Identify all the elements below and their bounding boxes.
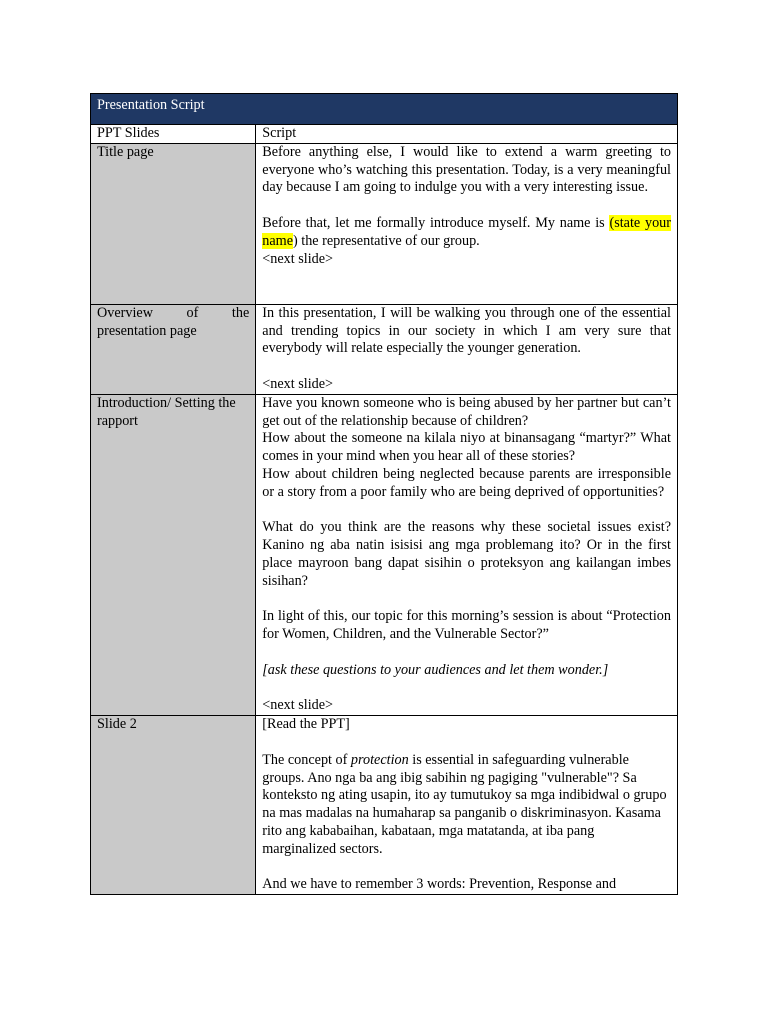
- table-row: [91, 304, 678, 394]
- table-row: [91, 143, 678, 304]
- table-row: [91, 716, 678, 895]
- column-header-row: [91, 125, 678, 144]
- presentation-script-table: [90, 93, 678, 895]
- script-paragraph: And we have to remember 3 words: Prevention, Response and: [262, 876, 617, 893]
- script-paragraph: In light of this, our topic for this morning’s session is about “Protection for Women, Children, and the Vulnerable Sector?”: [262, 608, 671, 643]
- table-title-row: [91, 94, 678, 125]
- script-text: ) the representative of our group.: [293, 232, 480, 249]
- slide-label-introduction: Introduction/ Setting the rapport: [91, 394, 256, 715]
- slide-label-title-page: Title page: [91, 143, 256, 304]
- script-paragraph: Before anything else, I would like to extend a warm greeting to everyone who’s watching this presentation. Today, is a very meaningful day because I am going to indulge you with a very interesting issue.: [262, 143, 671, 196]
- emphasized-term: protection: [350, 751, 409, 768]
- script-text: is essential in safeguarding vulnerable groups. Ano nga ba ang ibig sabihin ng pagiging "vulnerable"? Sa konteksto ng ating usapin, ito ay tumutukoy sa mga indibidwal o grupo na mas madalas na humaharap sa panganib o diskriminasyon. Kasama rito ang kababaihan, kabataan, mga matatanda, at iba pang marginalized sectors.: [262, 751, 667, 857]
- column-header-ppt-slides: PPT Slides: [91, 125, 256, 144]
- table-row: [91, 394, 678, 715]
- script-paragraph: What do you think are the reasons why these societal issues exist? Kanino ng aba natin isisisi ang mga problemang ito? Or in the first place mayroon bang dapat sisihin o proteksyon ang kailangan imbes sisihan?: [262, 519, 671, 589]
- script-paragraph: In this presentation, I will be walking you through one of the essential and trending topics in our society in which I am very sure that everybody will relate especially the younger generation.: [262, 304, 671, 357]
- script-paragraph: How about the someone na kilala niyo at binansagang “martyr?” What comes in your mind when you hear all of these stories?: [262, 430, 671, 465]
- column-header-script: Script: [256, 125, 678, 144]
- script-paragraph: How about children being neglected because parents are irresponsible or a story from a poor family who are being deprived of opportunities?: [262, 465, 671, 500]
- slide-label-slide-2: Slide 2: [91, 716, 256, 895]
- script-text: The concept of: [262, 751, 351, 768]
- script-text: Before that, let me formally introduce myself. My name is: [262, 214, 610, 231]
- script-overview: [256, 304, 678, 394]
- stage-direction: [ask these questions to your audiences and let them wonder.]: [262, 661, 609, 678]
- highlighted-placeholder: (state your name: [262, 214, 671, 249]
- slide-label-overview: Overview of the presentation page: [91, 304, 256, 394]
- script-slide-2: [256, 716, 678, 895]
- next-slide-cue: <next slide>: [262, 697, 334, 714]
- script-introduction: [256, 394, 678, 715]
- next-slide-cue: <next slide>: [262, 375, 334, 392]
- stage-direction: [Read the PPT]: [262, 716, 350, 733]
- script-paragraph-introduce: [262, 215, 671, 251]
- script-title-page: [256, 143, 678, 304]
- script-paragraph: Have you known someone who is being abused by her partner but can’t get out of the relationship because of children?: [262, 394, 671, 429]
- next-slide-cue: <next slide>: [262, 250, 334, 267]
- table-title: Presentation Script: [91, 94, 678, 125]
- script-paragraph-protection: [262, 752, 671, 859]
